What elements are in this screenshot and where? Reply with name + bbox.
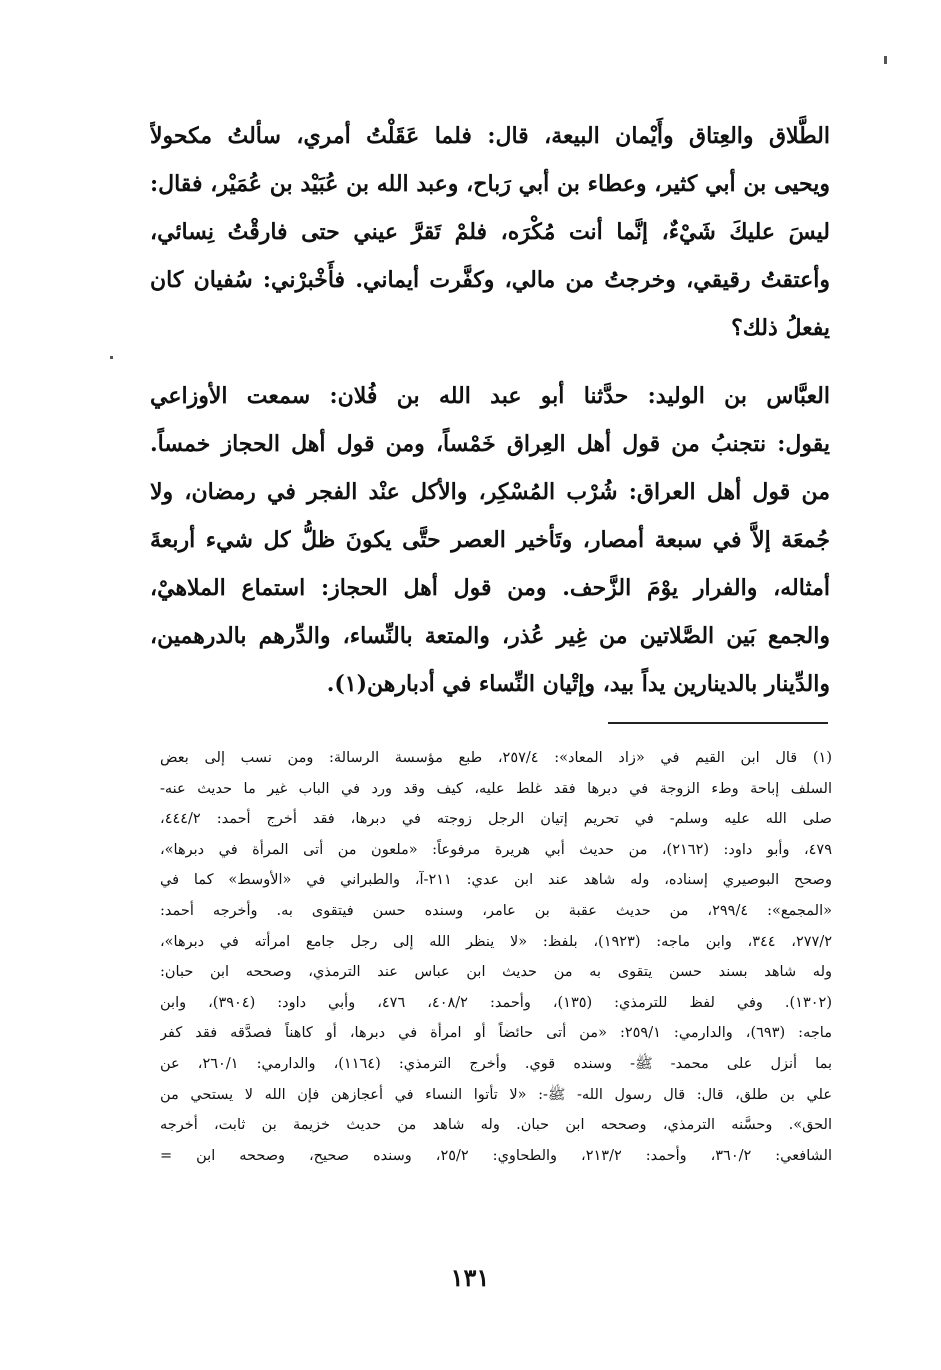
footnote-line: علي بن طلق، قال: قال رسول الله- ﷺ-: «لا تأتوا النساء في أعجازهن فإن الله لا يستحي من <box>160 1086 832 1103</box>
footnote-line: وصحح البوصيري إسناده، وله شاهد عند ابن عدي: ٢١١-آ، والطبراني في «الأوسط» كما في <box>160 872 832 889</box>
page-number: ١٣١ <box>450 1263 490 1292</box>
footnote-line: «المجمع»: ٢٩٩/٤، من حديث عقبة بن عامر، وسنده حسن فيتقوى به. وأخرجه أحمد: <box>160 902 832 919</box>
text-line: العبَّاس بن الوليد: حدَّثنا أبو عبد الله بن فُلان: سمعت الأوزاعي <box>150 383 830 409</box>
text-line: يقول: نتجنبُ من قول أهل العِراق خَمْساً، ومن قول أهل الحجاز خمساً. <box>150 431 830 457</box>
footnote-line: (١) قال ابن القيم في «زاد المعاد»: ٢٥٧/٤، طبع مؤسسة الرسالة: ومن نسب إلى بعض <box>160 750 832 766</box>
paragraph-1 <box>150 112 830 352</box>
text-line: وأعتقتُ رقيقي، وخرجتُ من مالي، وكفَّرت أيماني. فأَخْبرْني: سُفيان كان <box>150 267 830 293</box>
scan-mark <box>884 56 887 64</box>
paragraph-2 <box>150 372 830 708</box>
text-line: الطَّلاق والعِتاق وأَيْمان البيعة، قال: فلما عَقَلْتُ أمري، سألتُ مكحولاً <box>150 123 830 149</box>
footnote-line: الشافعي: ٣٦٠/٢، وأحمد: ٢١٣/٢، والطحاوي: ٢٥/٢، وسنده صحيح، وصححه ابن = <box>160 1147 832 1164</box>
footnote-line: بما أنزل على محمد- ﷺ- وسنده قوي. وأخرج الترمذي: (١١٦٤)، والدارمي: ٢٦٠/١، عن <box>160 1055 832 1072</box>
footnote-line: ٢٧٧/٢، ٣٤٤، وابن ماجه: (١٩٢٣)، بلفظ: «لا ينظر الله إلى رجل جامع امرأته في دبرها»، <box>160 933 832 950</box>
text-line: جُمعَة إلاَّ في سبعة أمصار، وتَأخير العصر حتَّى يكونَ ظلُّ كل شيء أربعةَ <box>150 527 830 553</box>
text-line: والجمع بَين الصَّلاتين من غِير عُذر، والمتعة بالنِّساء، والدِّرهم بالدرهمين، <box>150 623 830 649</box>
footnote-line: ٤٧٩، وأبو داود: (٢١٦٢)، من حديث أبي هريرة مرفوعاً: «ملعون من أتى المرأة في دبرها»، <box>160 841 832 858</box>
footnote-line: السلف إباحة وطء الزوجة في دبرها فقد غلط عليه، كيف وقد ورد في الباب غير ما حديث عنه- <box>160 780 832 797</box>
footnote-line: وله شاهد بسند حسن يتقوى به من حديث ابن عباس عند الترمذي، وصححه ابن حبان: <box>160 964 832 981</box>
text-line: والدِّينار بالدينارين يداً بيد، وإتْيان النِّساء في أدبارهن(١). <box>326 671 830 697</box>
text-line: يفعلُ ذلك؟ <box>731 315 830 341</box>
footnote-line: (١٣٠٢). وفي لفظ للترمذي: (١٣٥)، وأحمد: ٤٠٨/٢، ٤٧٦، وأبي داود: (٣٩٠٤)، وابن <box>160 994 832 1011</box>
footnote-separator <box>608 722 828 724</box>
text-line: من قول أهل العراق: شُرْب المُسْكِر، والأكل عنْد الفجر في رمضان، ولا <box>150 479 830 505</box>
footnote-block <box>160 743 832 1171</box>
text-line: ليسَ عليكَ شَيْءٌ، إنَّما أنت مُكْرَه، فلمْ تَقرَّ عيني حتى فارقْتُ نِسائي، <box>150 219 830 245</box>
scan-mark <box>110 356 113 359</box>
footnote-line: الحق». وحسَّنه الترمذي، وصححه ابن حبان. وله شاهد من حديث خزيمة بن ثابت، أخرجه <box>160 1117 832 1134</box>
footnote-line: صلى الله عليه وسلم- في تحريم إتيان الرجل زوجته في دبرها، فقد أخرج أحمد: ٤٤٤/٢، <box>160 811 832 828</box>
text-line: ويحيى بن أبي كثير، وعطاء بن أبي رَباح، وعبد الله بن عُبَيْد بن عُمَيْر، فقال: <box>150 171 830 197</box>
footnote-line: ماجه: (٦٩٣)، والدارمي: ٢٥٩/١: «من أتى حائضاً أو امرأة في دبرها، أو كاهناً فصدَّقه فقد كفر <box>160 1025 832 1042</box>
text-line: أمثاله، والفرار يوْمَ الزَّحف. ومن قول أهل الحجاز: استماع الملاهيْ، <box>150 575 830 601</box>
